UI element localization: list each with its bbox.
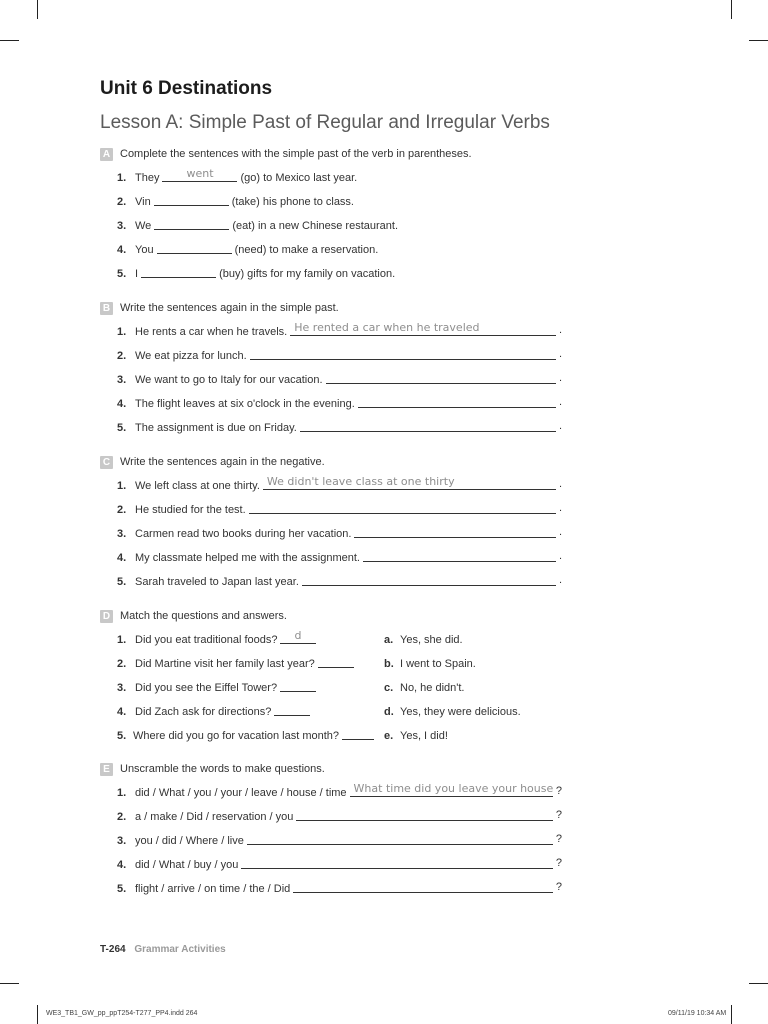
- page-number: T-264: [100, 944, 126, 955]
- question-text: Did Zach ask for directions?: [135, 706, 272, 718]
- answer-letter: a.: [384, 634, 394, 646]
- instruction-text: Unscramble the words to make questions.: [120, 763, 325, 775]
- answer-line[interactable]: [241, 854, 553, 869]
- item-text: Vin: [135, 196, 151, 208]
- sentence-end: ?: [555, 809, 562, 821]
- item-text: I: [135, 268, 139, 280]
- item-text: a / make / Did / reservation / you: [135, 811, 294, 823]
- sentence-end: .: [558, 324, 562, 336]
- question-text: Did you see the Eiffel Tower?: [135, 682, 278, 694]
- sentence-end: .: [558, 348, 562, 360]
- exercise-e-item: [117, 783, 562, 799]
- sentence-end: .: [558, 550, 562, 562]
- exercise-b-item: [117, 346, 562, 362]
- match-question: [117, 654, 377, 670]
- item-number: 4.: [117, 244, 127, 256]
- item-number: 4.: [117, 398, 127, 410]
- answer-line[interactable]: [363, 547, 556, 562]
- date-slug: 09/11/19 10:34 AM: [668, 1010, 727, 1017]
- handwritten-answer: He rented a car when he traveled: [294, 321, 480, 334]
- item-number: 1.: [117, 480, 127, 492]
- item-text: The assignment is due on Friday.: [135, 422, 297, 434]
- exercise-e-instruction: [100, 761, 325, 777]
- answer-text: Yes, they were delicious.: [400, 706, 521, 718]
- item-text: You: [135, 244, 154, 256]
- match-question: [117, 630, 377, 646]
- item-text: (buy) gifts for my family on vacation.: [219, 268, 396, 280]
- answer-line[interactable]: [293, 878, 553, 893]
- item-number: 5.: [117, 268, 127, 280]
- match-blank[interactable]: [342, 725, 374, 740]
- crop-mark: [0, 40, 19, 41]
- handwritten-answer: What time did you leave your house: [353, 782, 554, 795]
- item-text: you / did / Where / live: [135, 835, 244, 847]
- instruction-text: Complete the sentences with the simple past of the verb in parentheses.: [120, 148, 472, 160]
- crop-mark: [749, 983, 768, 984]
- item-text: The flight leaves at six o'clock in the evening.: [135, 398, 355, 410]
- crop-mark: [37, 0, 38, 19]
- unit-title: Unit 6 Destinations: [100, 78, 273, 99]
- item-text: Sarah traveled to Japan last year.: [135, 576, 299, 588]
- item-text: We: [135, 220, 152, 232]
- exercise-c-instruction: [100, 454, 325, 470]
- item-number: 4.: [117, 706, 127, 718]
- exercise-b-item: [117, 418, 562, 434]
- sentence-end: ?: [555, 785, 562, 797]
- item-text: We left class at one thirty.: [135, 480, 260, 492]
- item-number: 2.: [117, 504, 127, 516]
- answer-text: No, he didn't.: [400, 682, 465, 694]
- answer-blank[interactable]: [154, 191, 229, 206]
- match-answer: [384, 630, 463, 646]
- answer-line[interactable]: [326, 369, 556, 384]
- exercise-e-item: [117, 879, 562, 895]
- match-answer: [384, 702, 521, 718]
- sentence-end: ?: [555, 833, 562, 845]
- match-question: [117, 702, 377, 718]
- exercise-a-item: [117, 168, 562, 184]
- item-text: did / What / you / your / leave / house / time: [135, 787, 347, 799]
- answer-letter: d.: [384, 706, 394, 718]
- answer-letter: b.: [384, 658, 394, 670]
- match-blank[interactable]: [274, 701, 310, 716]
- item-text: flight / arrive / on time / the / Did: [135, 883, 291, 895]
- match-answer: [384, 726, 448, 742]
- crop-mark: [37, 1005, 38, 1024]
- match-answer: [384, 654, 476, 670]
- item-text: (need) to make a reservation.: [234, 244, 379, 256]
- handwritten-answer: d: [294, 629, 302, 642]
- file-slug: WE3_TB1_GW_pp_ppT254-T277_PP4.indd 264: [46, 1010, 198, 1017]
- match-blank[interactable]: [318, 653, 354, 668]
- answer-blank[interactable]: [154, 215, 229, 230]
- item-number: 5.: [117, 883, 127, 895]
- match-blank[interactable]: [280, 629, 316, 644]
- crop-mark: [749, 40, 768, 41]
- answer-line[interactable]: [296, 806, 553, 821]
- sentence-end: .: [558, 502, 562, 514]
- exercise-b-badge: B: [100, 302, 113, 315]
- handwritten-answer: went: [186, 167, 214, 180]
- exercise-b-item: [117, 394, 562, 410]
- item-number: 5.: [117, 576, 127, 588]
- item-text: We want to go to Italy for our vacation.: [135, 374, 323, 386]
- item-text: We eat pizza for lunch.: [135, 350, 247, 362]
- item-number: 3.: [117, 220, 127, 232]
- crop-mark: [731, 0, 732, 19]
- exercise-c-item: [117, 548, 562, 564]
- exercise-b-item: [117, 322, 562, 338]
- exercise-d-instruction: [100, 608, 287, 624]
- answer-line[interactable]: [249, 499, 556, 514]
- item-number: 1.: [117, 326, 127, 338]
- exercise-e-item: [117, 831, 562, 847]
- item-text: (take) his phone to class.: [231, 196, 354, 208]
- sentence-end: .: [558, 478, 562, 490]
- footer-section-title: Grammar Activities: [134, 944, 226, 955]
- item-number: 3.: [117, 835, 127, 847]
- exercise-b-item: [117, 370, 562, 386]
- match-blank[interactable]: [280, 677, 316, 692]
- exercise-a-item: [117, 192, 562, 208]
- answer-text: Yes, she did.: [400, 634, 463, 646]
- item-number: 4.: [117, 859, 127, 871]
- question-text: Did Martine visit her family last year?: [135, 658, 315, 670]
- question-text: Did you eat traditional foods?: [135, 634, 278, 646]
- answer-text: Yes, I did!: [400, 730, 448, 742]
- sentence-end: ?: [555, 881, 562, 893]
- answer-line[interactable]: [290, 321, 556, 336]
- match-answer: [384, 678, 464, 694]
- item-number: 2.: [117, 196, 127, 208]
- instruction-text: Write the sentences again in the simple past.: [120, 302, 339, 314]
- answer-line[interactable]: [358, 393, 556, 408]
- exercise-a-item: [117, 264, 562, 280]
- crop-mark: [731, 1005, 732, 1024]
- exercise-a-item: [117, 216, 562, 232]
- exercise-c-badge: C: [100, 456, 113, 469]
- sentence-end: .: [558, 420, 562, 432]
- exercise-c-item: [117, 476, 562, 492]
- exercise-b-instruction: [100, 300, 339, 316]
- item-text: He studied for the test.: [135, 504, 246, 516]
- item-text: My classmate helped me with the assignment.: [135, 552, 360, 564]
- sentence-end: .: [558, 526, 562, 538]
- match-question: [117, 678, 377, 694]
- item-text: He rents a car when he travels.: [135, 326, 288, 338]
- answer-blank[interactable]: [162, 167, 237, 182]
- answer-blank[interactable]: [141, 263, 216, 278]
- exercise-e-badge: E: [100, 763, 113, 776]
- exercise-a-item: [117, 240, 562, 256]
- answer-line[interactable]: [302, 571, 556, 586]
- match-question: [117, 726, 377, 742]
- item-number: 1.: [117, 172, 127, 184]
- answer-line[interactable]: [300, 417, 556, 432]
- sentence-end: .: [558, 396, 562, 408]
- exercise-e-item: [117, 855, 562, 871]
- sentence-end: .: [558, 372, 562, 384]
- answer-line[interactable]: [350, 782, 553, 797]
- answer-letter: e.: [384, 730, 394, 742]
- sentence-end: .: [558, 574, 562, 586]
- exercise-c-item: [117, 524, 562, 540]
- answer-letter: c.: [384, 682, 394, 694]
- answer-line[interactable]: [250, 345, 556, 360]
- item-text: (go) to Mexico last year.: [240, 172, 358, 184]
- item-number: 2.: [117, 350, 127, 362]
- item-number: 5.: [117, 422, 127, 434]
- exercise-a-instruction: [100, 146, 472, 162]
- question-text: Where did you go for vacation last month?: [132, 730, 340, 742]
- instruction-text: Write the sentences again in the negative.: [120, 456, 325, 468]
- item-text: Carmen read two books during her vacation.: [135, 528, 352, 540]
- item-number: 3.: [117, 374, 127, 386]
- item-text: did / What / buy / you: [135, 859, 239, 871]
- item-number: 5.: [117, 730, 127, 742]
- page-footer: [100, 944, 226, 955]
- item-number: 1.: [117, 634, 127, 646]
- answer-line[interactable]: [247, 830, 553, 845]
- instruction-text: Match the questions and answers.: [120, 610, 287, 622]
- item-number: 3.: [117, 682, 127, 694]
- answer-blank[interactable]: [157, 239, 232, 254]
- exercise-c-item: [117, 572, 562, 588]
- item-text: They: [135, 172, 160, 184]
- answer-text: I went to Spain.: [400, 658, 476, 670]
- item-number: 3.: [117, 528, 127, 540]
- crop-mark: [0, 983, 19, 984]
- answer-line[interactable]: [263, 475, 556, 490]
- handwritten-answer: We didn't leave class at one thirty: [266, 475, 455, 488]
- exercise-d-badge: D: [100, 610, 113, 623]
- lesson-title: Lesson A: Simple Past of Regular and Irregular Verbs: [100, 112, 550, 133]
- item-number: 2.: [117, 811, 127, 823]
- item-number: 4.: [117, 552, 127, 564]
- item-number: 2.: [117, 658, 127, 670]
- exercise-e-item: [117, 807, 562, 823]
- item-number: 1.: [117, 787, 127, 799]
- item-text: (eat) in a new Chinese restaurant.: [232, 220, 399, 232]
- exercise-a-badge: A: [100, 148, 113, 161]
- sentence-end: ?: [555, 857, 562, 869]
- answer-line[interactable]: [354, 523, 555, 538]
- exercise-c-item: [117, 500, 562, 516]
